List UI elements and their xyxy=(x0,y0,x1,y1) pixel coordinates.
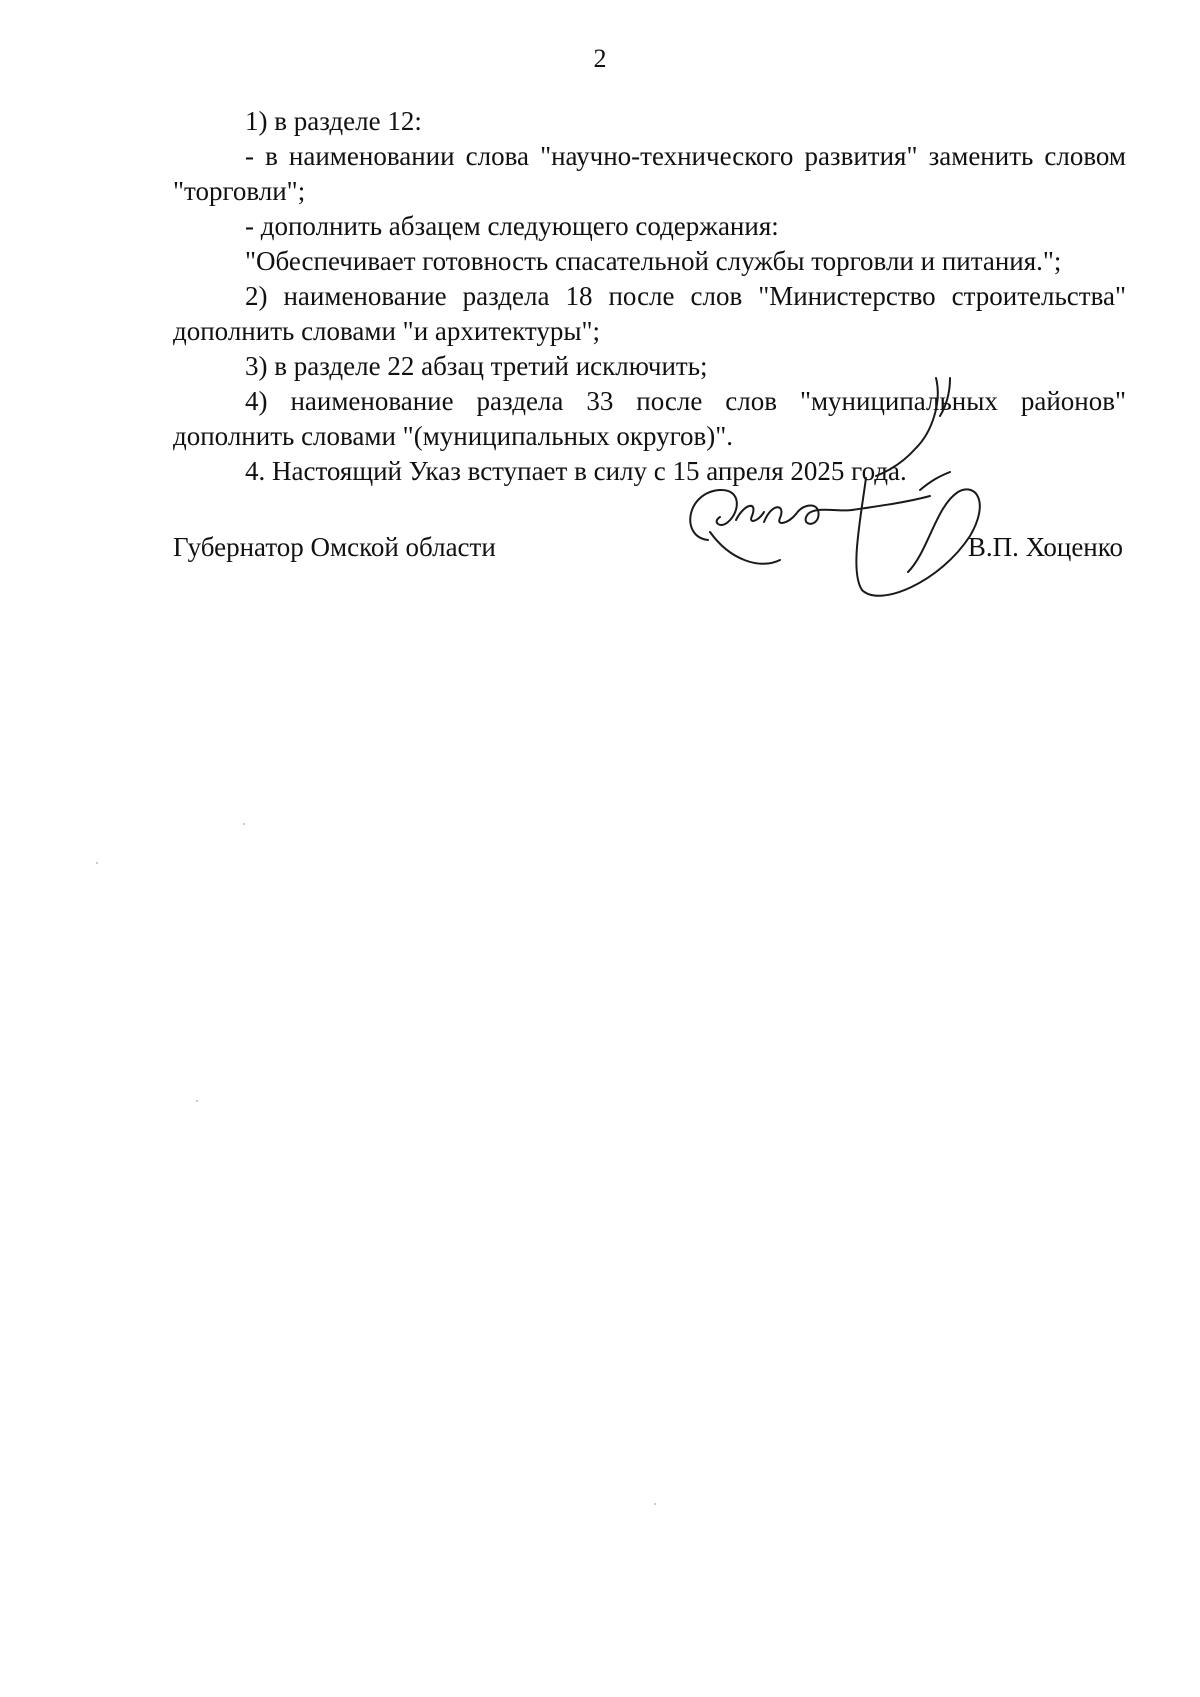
scan-speck xyxy=(96,862,98,864)
scan-speck xyxy=(654,1503,656,1505)
handwritten-signature xyxy=(640,372,1060,622)
paragraph-add-clause: - дополнить абзацем следующего содержания: xyxy=(245,211,779,241)
paragraph-new-clause-text: "Обеспечивает готовность спасательной службы торговли и питания."; xyxy=(245,246,1062,276)
paragraph-section-22: 3) в разделе 22 абзац третий исключить; xyxy=(245,351,708,381)
signatory-name: В.П. Хоценко xyxy=(967,532,1123,562)
paragraph-section-18: 2) наименование раздела 18 после слов "Министерство строительства" дополнить словами "и архитектуры"; xyxy=(173,281,1126,346)
paragraph-effective-date: 4. Настоящий Указ вступает в силу с 15 апреля 2025 года. xyxy=(245,456,907,486)
scan-speck xyxy=(196,1100,198,1102)
paragraph-section-33: 4) наименование раздела 33 после слов "муниципальных районов" дополнить словами "(муниципальных округов)". xyxy=(173,386,1126,451)
page-number: 2 xyxy=(593,44,607,73)
signatory-position: Губернатор Омской области xyxy=(173,532,496,562)
scan-speck xyxy=(243,823,245,825)
paragraph-rename-title: - в наименовании слова "научно-технического развития" заменить словом "торговли"; xyxy=(173,141,1126,206)
paragraph-section-12: 1) в разделе 12: xyxy=(245,106,422,136)
